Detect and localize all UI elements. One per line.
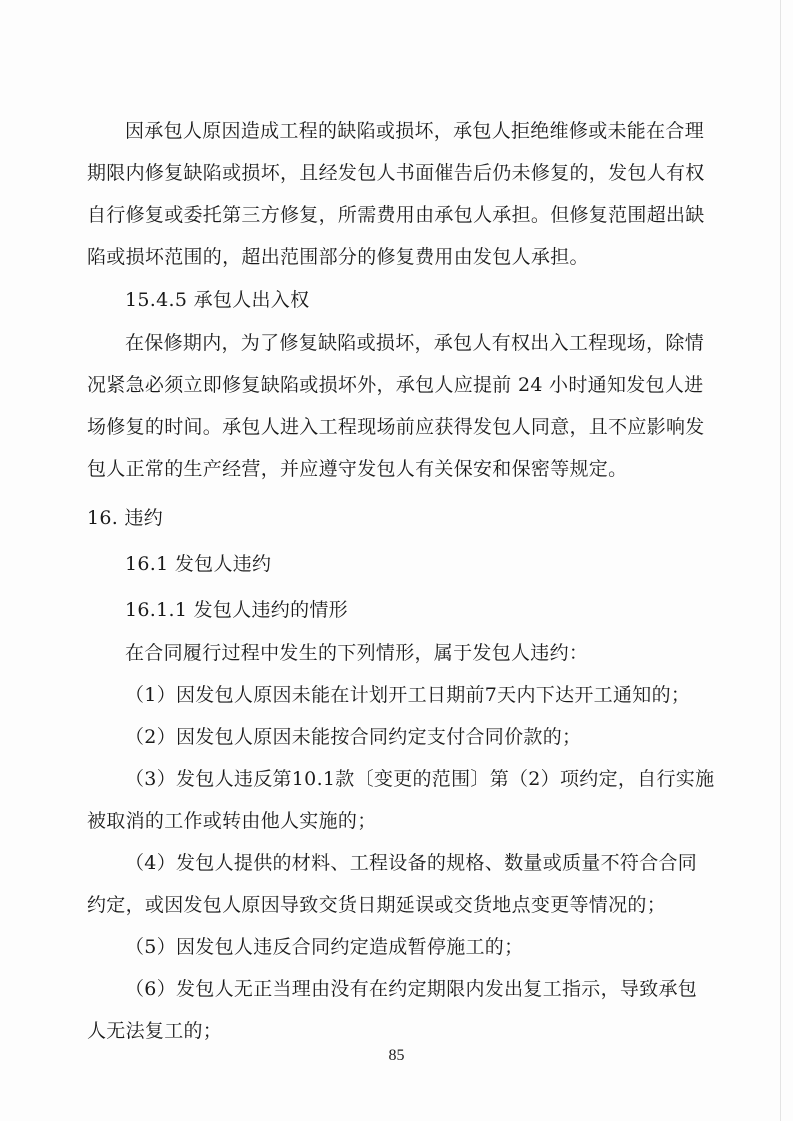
section-heading-16: 16. 违约 — [87, 507, 164, 529]
paragraph-line: 自行修复或委托第三方修复，所需费用由承包人承担。但修复范围超出缺 — [87, 204, 705, 226]
scan-edge — [780, 0, 781, 1121]
section-heading-16-1-1: 16.1.1 发包人违约的情形 — [125, 599, 348, 621]
paragraph-line: 况紧急必须立即修复缺陷或损坏外，承包人应提前 24 小时通知发包人进 — [87, 374, 704, 396]
section-heading-15-4-5: 15.4.5 承包人出入权 — [125, 289, 310, 311]
list-item-continuation: 人无法复工的； — [87, 1020, 223, 1042]
list-item-continuation: 被取消的工作或转由他人实施的； — [87, 810, 377, 832]
paragraph-line: 在合同履行过程中发生的下列情形，属于发包人违约： — [125, 642, 589, 664]
list-item: （2）因发包人原因未能按合同约定支付合同价款的； — [125, 726, 582, 748]
list-item: （5）因发包人违反合同约定造成暂停施工的； — [125, 936, 524, 958]
list-item: （4）发包人提供的材料、工程设备的规格、数量或质量不符合合同 — [125, 852, 698, 874]
paragraph-line: 陷或损坏范围的，超出范围部分的修复费用由发包人承担。 — [87, 246, 589, 268]
paragraph-line: 因承包人原因造成工程的缺陷或损坏，承包人拒绝维修或未能在合理 — [125, 120, 705, 142]
paragraph-line: 在保修期内，为了修复缺陷或损坏，承包人有权出入工程现场，除情 — [125, 332, 705, 354]
list-item: （1）因发包人原因未能在计划开工日期前7天内下达开工通知的； — [125, 684, 691, 706]
list-item: （6）发包人无正当理由没有在约定期限内发出复工指示，导致承包 — [125, 978, 698, 1000]
list-item: （3）发包人违反第10.1款〔变更的范围〕第（2）项约定，自行实施 — [125, 768, 715, 790]
page-number: 85 — [388, 1047, 405, 1064]
paragraph-line: 场修复的时间。承包人进入工程现场前应获得发包人同意，且不应影响发 — [87, 416, 705, 438]
section-heading-16-1: 16.1 发包人违约 — [125, 553, 272, 575]
paragraph-line: 包人正常的生产经营，并应遵守发包人有关保安和保密等规定。 — [87, 458, 628, 480]
list-item-continuation: 约定，或因发包人原因导致交货日期延误或交货地点变更等情况的； — [87, 894, 667, 916]
paragraph-line: 期限内修复缺陷或损坏，且经发包人书面催告后仍未修复的，发包人有权 — [87, 162, 705, 184]
